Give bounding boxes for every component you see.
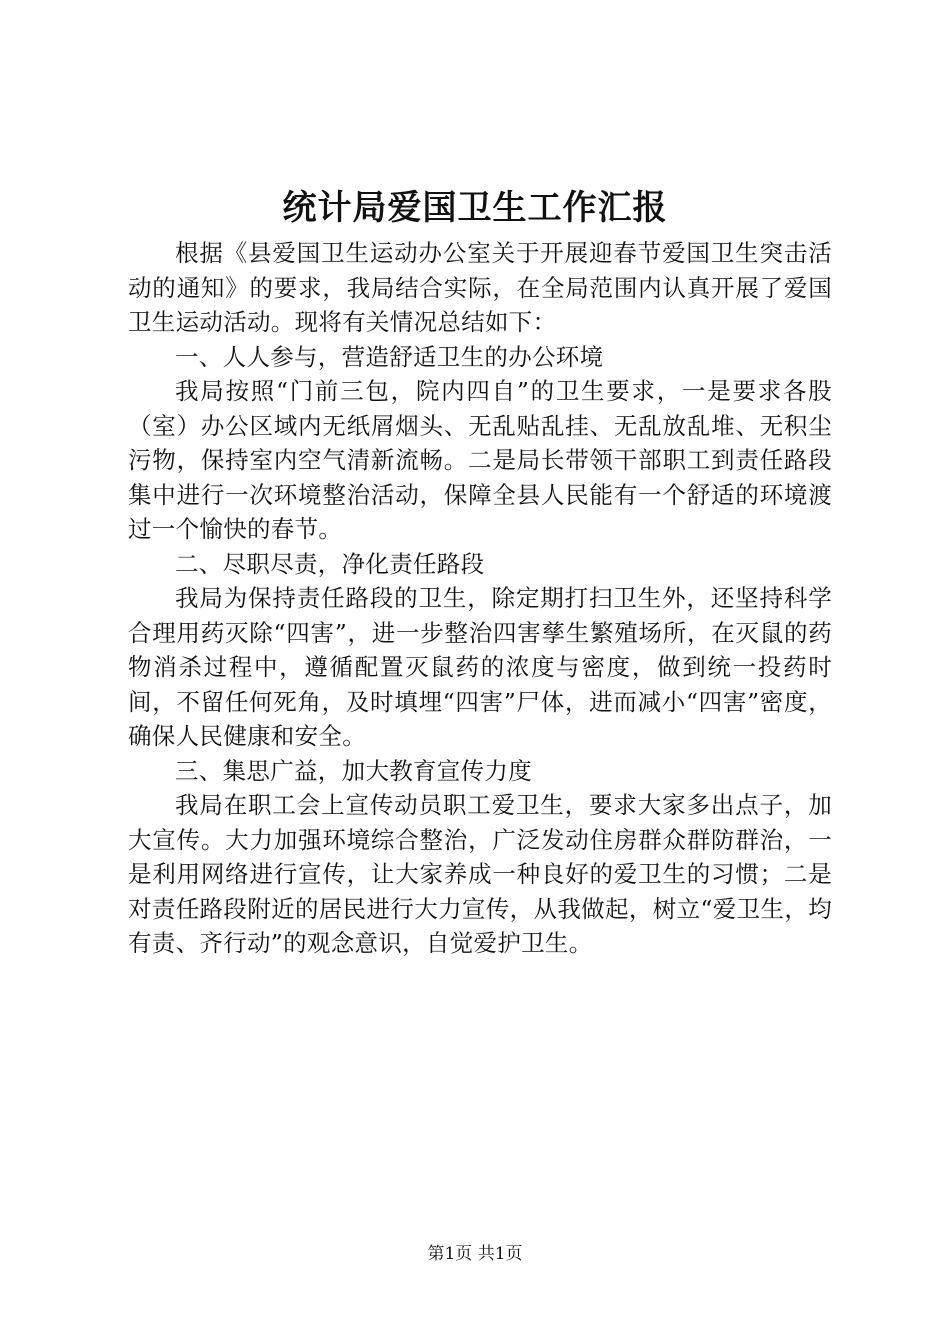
section-2-body: 我局为保持责任路段的卫生，除定期打扫卫生外，还坚持科学合理用药灭除“四害”，进一步整治四害孳生繁殖场所，在灭鼠的药物消杀过程中，遵循配置灭鼠药的浓度与密度，做到统一投药时间，不留任何死角，及时填埋“四害”尸体，进而减小“四害”密度，确保人民健康和安全。 [128, 584, 832, 750]
section-1-heading: 一、人人参与，营造舒适卫生的办公环境 [175, 342, 604, 371]
section-2-heading: 二、尽职尽责，净化责任路段 [175, 549, 485, 578]
section-3-heading: 三、集思广益，加大教育宣传力度 [175, 756, 532, 785]
document-body [128, 236, 832, 961]
intro-paragraph: 根据《县爱国卫生运动办公室关于开展迎春节爱国卫生突击活动的通知》的要求，我局结合实际，在全局范围内认真开展了爱国卫生运动活动。现将有关情况总结如下： [128, 239, 832, 336]
document-title: 统计局爱国卫生工作汇报 [282, 188, 668, 228]
page-footer: 第1页 共1页 [427, 1244, 523, 1264]
section-3-body: 我局在职工会上宣传动员职工爱卫生，要求大家多出点子，加大宣传。大力加强环境综合整治，广泛发动住房群众群防群治，一是利用网络进行宣传，让大家养成一种良好的爱卫生的习惯；二是对责任路段附近的居民进行大力宣传，从我做起，树立“爱卫生，均有责、齐行动”的观念意识，自觉爱护卫生。 [128, 791, 832, 957]
section-1-body: 我局按照“门前三包，院内四自”的卫生要求，一是要求各股（室）办公区域内无纸屑烟头、无乱贴乱挂、无乱放乱堆、无积尘污物，保持室内空气清新流畅。二是局长带领干部职工到责任路段集中进行一次环境整治活动，保障全县人民能有一个舒适的环境渡过一个愉快的春节。 [128, 377, 832, 543]
